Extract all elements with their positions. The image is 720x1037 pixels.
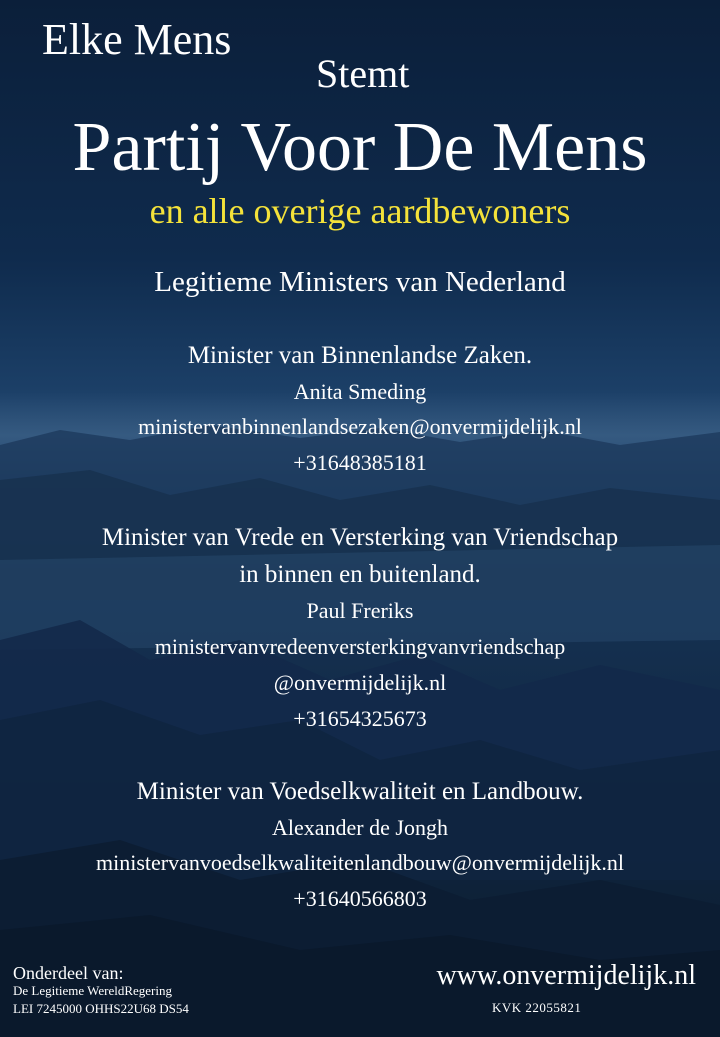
header-line-stemt: Stemt [316,51,410,96]
minister-1-title: Minister van Binnenlandse Zaken. [187,342,533,369]
footer-organisation-block [13,964,189,1018]
organisation-name: De Legitieme WereldRegering [13,983,172,998]
minister-2-email[interactable]: ministervanvredeenversterkingvanvriendschap [154,634,566,659]
lei-number: LEI 7245000 OHHS22U68 DS54 [13,1001,189,1016]
header-line-elke-mens: Elke Mens [42,15,232,64]
minister-2-email-domain[interactable]: @onvermijdelijk.nl [273,670,447,695]
minister-3-phone[interactable]: +31640566803 [293,886,427,911]
minister-3-email[interactable]: ministervanvoedselkwaliteitenlandbouw@onvermijdelijk.nl [96,850,624,875]
minister-2-name: Paul Freriks [306,598,414,623]
minister-2-phone[interactable]: +31654325673 [293,706,427,731]
section-heading: Legitieme Ministers van Nederland [154,266,566,298]
party-name: Partij Voor De Mens [72,109,648,186]
part-of-label: Onderdeel van: [13,963,124,983]
minister-3-title: Minister van Voedselkwaliteit en Landbouw. [136,778,584,805]
minister-2-title-line2: in binnen en buitenland. [239,561,481,588]
minister-3-name: Alexander de Jongh [272,815,448,840]
minister-1-email[interactable]: ministervanbinnenlandsezaken@onvermijdelijk.nl [138,414,582,439]
minister-1-name: Anita Smeding [293,379,427,404]
minister-2-title: Minister van Vrede en Versterking van Vriendschap [101,524,619,551]
website-link[interactable]: www.onvermijdelijk.nl [436,960,696,991]
kvk-number: KVK 22055821 [492,1000,582,1015]
tagline: en alle overige aardbewoners [149,191,571,231]
minister-1-phone[interactable]: +31648385181 [293,450,427,475]
